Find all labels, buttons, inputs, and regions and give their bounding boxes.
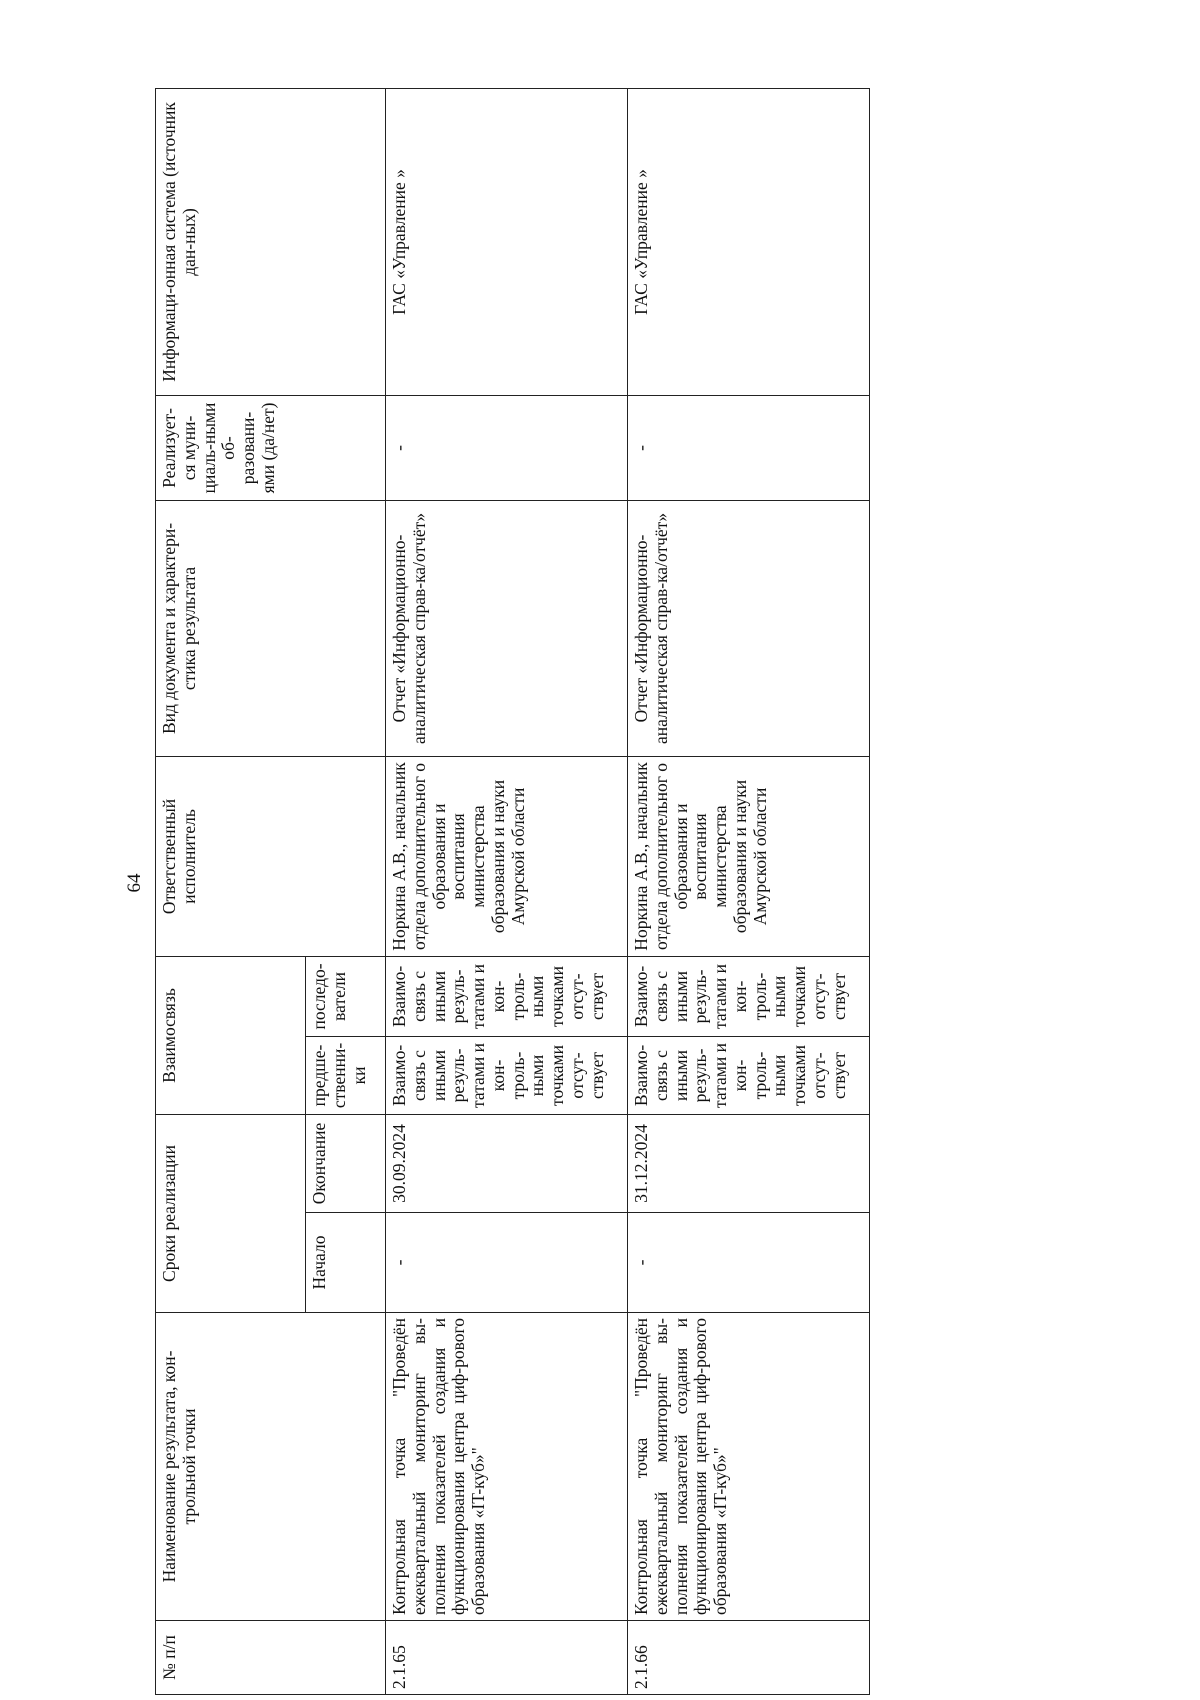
table-row — [628, 88, 870, 1694]
header-end: Окончание — [306, 1114, 386, 1212]
header-start: Начало — [306, 1213, 386, 1313]
header-info-system: Информаци-онная система (источник дан-ных) — [156, 88, 386, 395]
cell-info-system: ГАС «Управление » — [386, 88, 628, 395]
cell-name: Контрольная точка "Проведён ежеквартальный мониторинг вы-полнения показателей создания и функционирования центра циф-рового образования «IT-куб»" — [386, 1313, 628, 1621]
header-municipal: Реализует-ся муни-циаль-ными об-разовани-ями (да/нет) — [156, 395, 386, 500]
cell-municipal: - — [628, 395, 870, 500]
page-number: 64 — [124, 873, 145, 893]
header-relation: Взаимосвязь — [156, 956, 306, 1114]
cell-doc-type: Отчет «Информационно-аналитическая справ-ка/отчёт» — [386, 500, 628, 756]
header-name: Наименование результата, кон-трольной точки — [156, 1313, 386, 1621]
cell-doc-type: Отчет «Информационно-аналитическая справ-ка/отчёт» — [628, 500, 870, 756]
cell-successors: Взаимо-связь с иными резуль-татами и кон-троль-ными точками отсут-ствует — [628, 956, 870, 1036]
header-deadlines: Сроки реализации — [156, 1114, 306, 1312]
cell-start: - — [386, 1213, 628, 1313]
header-num: № п/п — [156, 1621, 386, 1695]
results-table — [155, 88, 870, 1695]
header-predecessors: предше-ственни-ки — [306, 1036, 386, 1114]
header-executor: Ответственный исполнитель — [156, 756, 386, 956]
cell-name: Контрольная точка "Проведён ежеквартальный мониторинг вы-полнения показателей создания и функционирования центра циф-рового образования «IT-куб»" — [628, 1313, 870, 1621]
header-successors: последо-ватели — [306, 956, 386, 1036]
rotated-table-sheet — [155, 89, 870, 1695]
header-doc-type: Вид документа и характери-стика результата — [156, 500, 386, 756]
cell-predecessors: Взаимо-связь с иными резуль-татами и кон-троль-ными точками отсут-ствует — [628, 1036, 870, 1114]
cell-info-system: ГАС «Управление » — [628, 88, 870, 395]
cell-start: - — [628, 1213, 870, 1313]
cell-num: 2.1.65 — [386, 1621, 628, 1695]
cell-successors: Взаимо-связь с иными резуль-татами и кон-троль-ными точками отсут-ствует — [386, 956, 628, 1036]
cell-end: 31.12.2024 — [628, 1114, 870, 1212]
cell-num: 2.1.66 — [628, 1621, 870, 1695]
cell-end: 30.09.2024 — [386, 1114, 628, 1212]
cell-executor: Норкина А.В., начальник отдела дополнительног о образования и воспитания министерства образования и науки Амурской области — [386, 756, 628, 956]
cell-municipal: - — [386, 395, 628, 500]
cell-predecessors: Взаимо-связь с иными резуль-татами и кон-троль-ными точками отсут-ствует — [386, 1036, 628, 1114]
table-row — [386, 88, 628, 1694]
cell-executor: Норкина А.В., начальник отдела дополнительног о образования и воспитания министерства образования и науки Амурской области — [628, 756, 870, 956]
